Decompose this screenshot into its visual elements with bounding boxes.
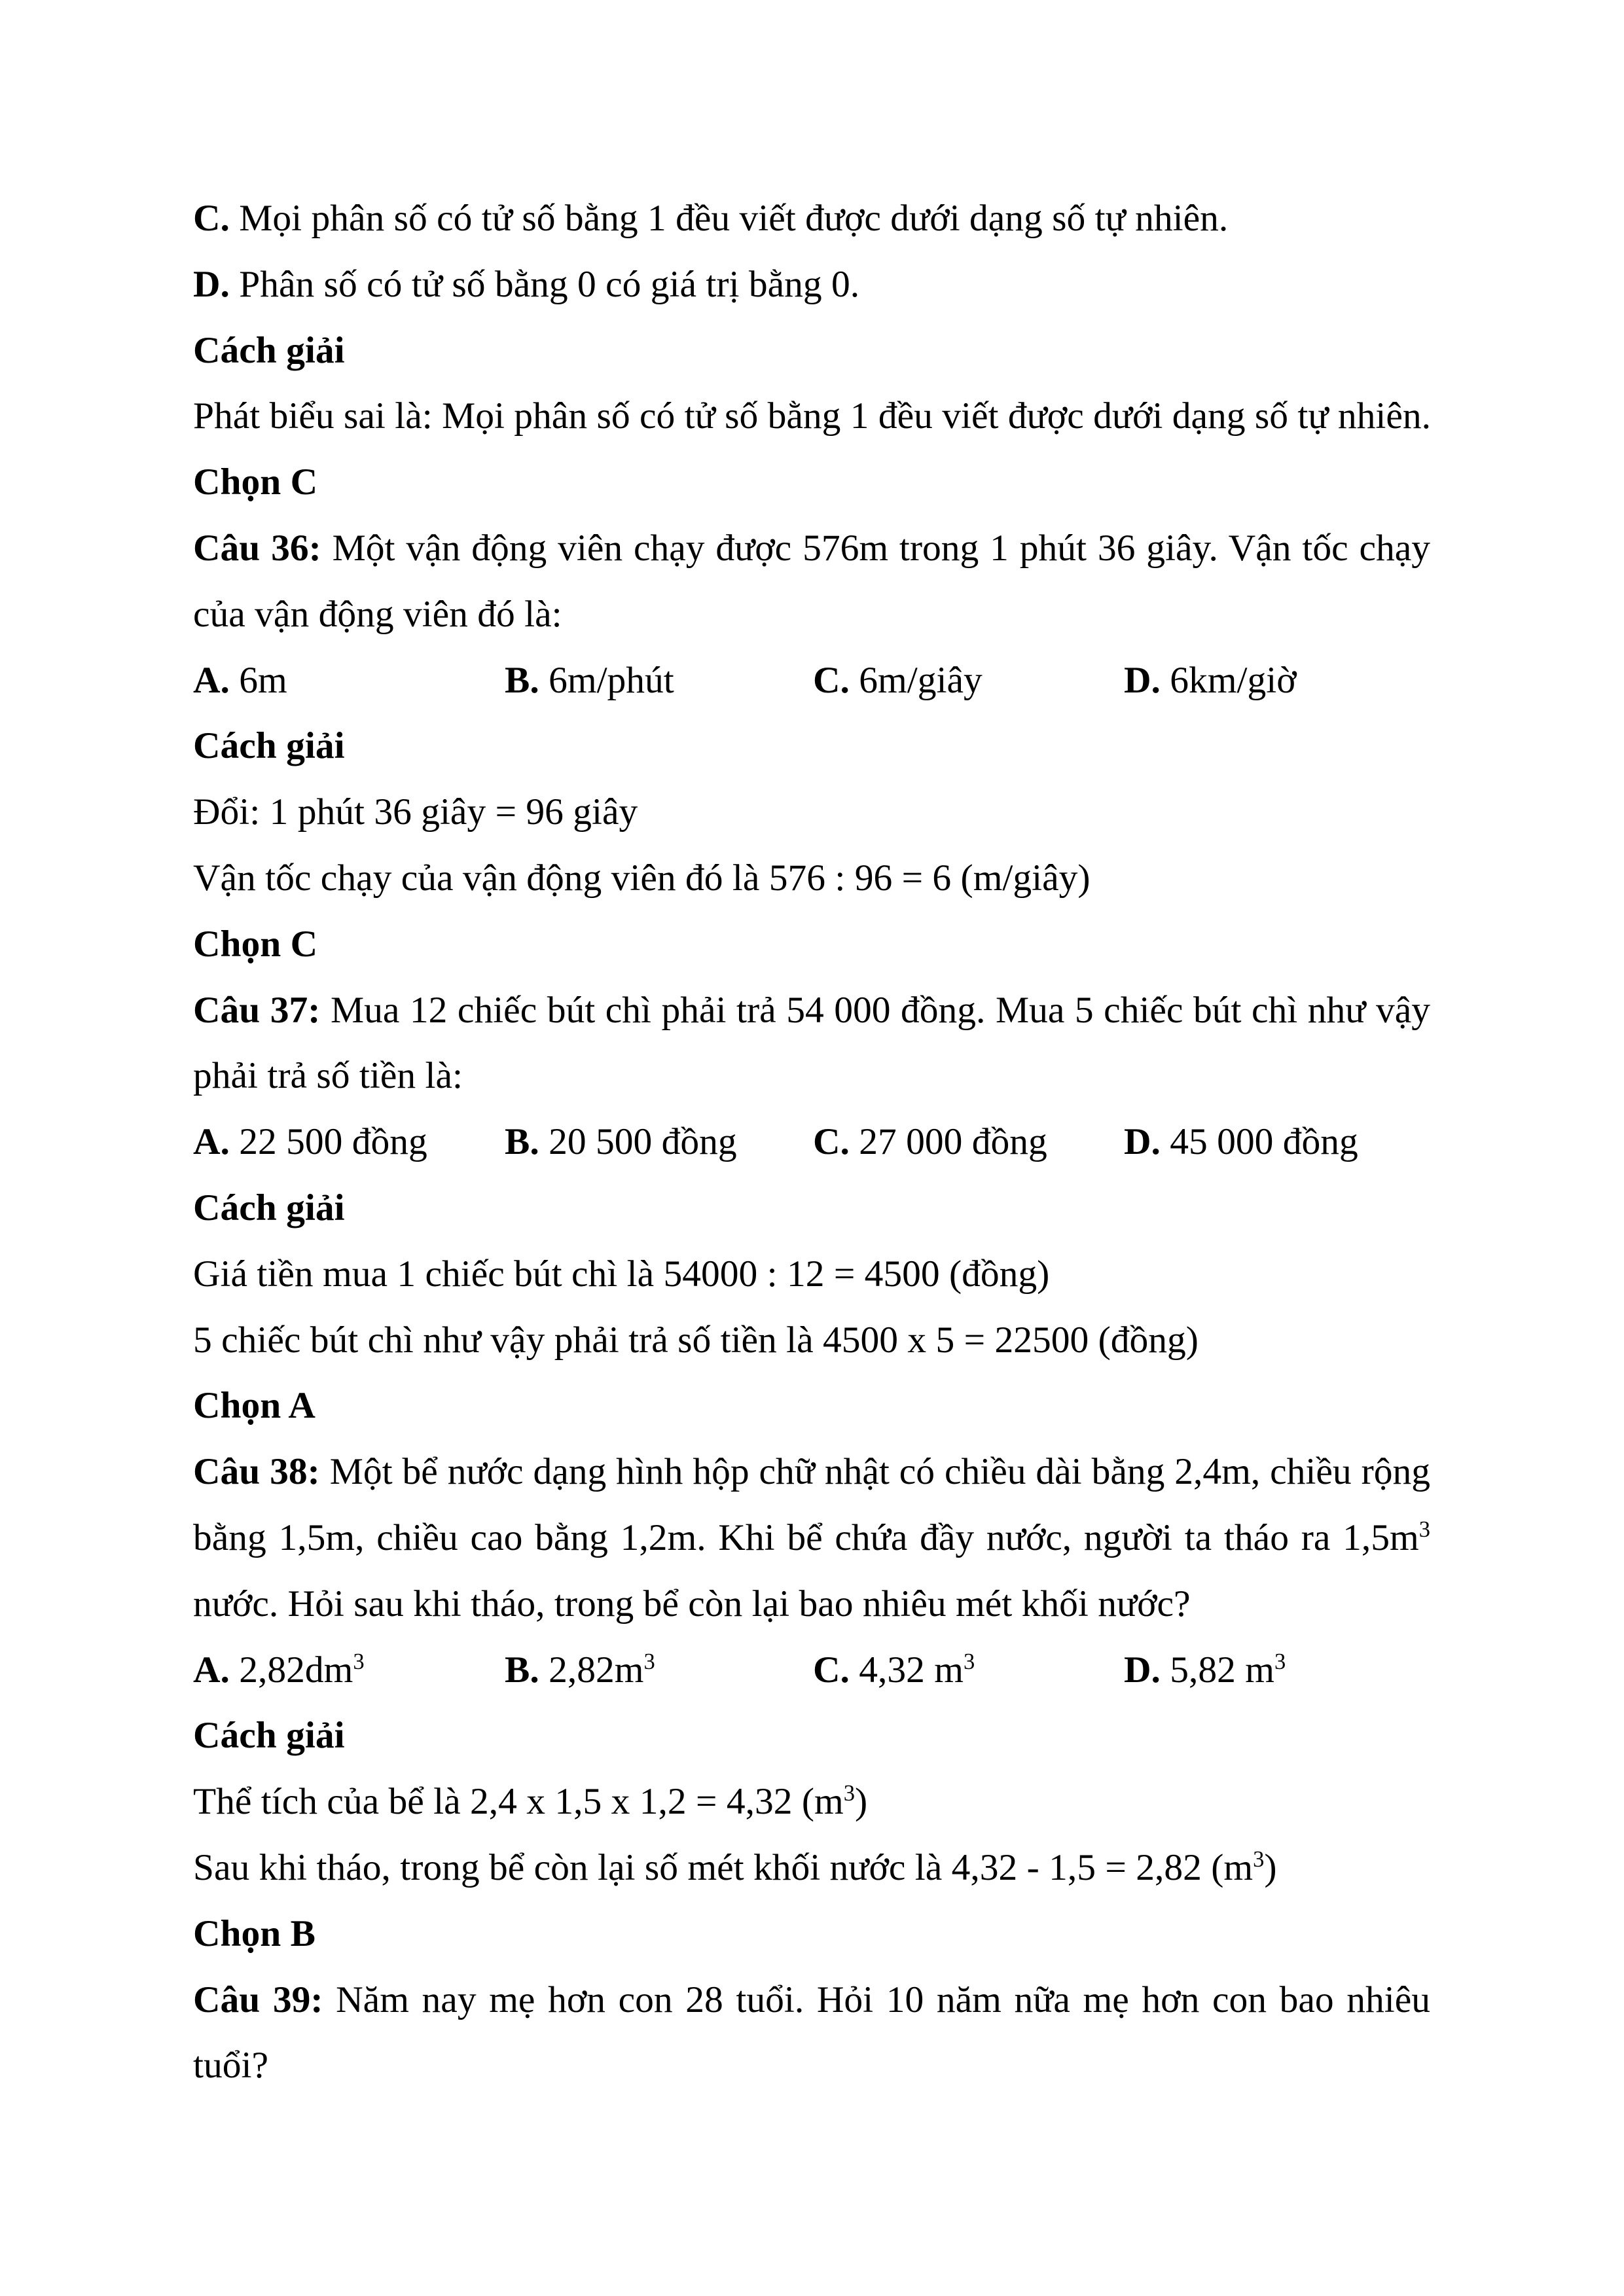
bold-text-run: Cách giải bbox=[193, 1715, 345, 1757]
text-run: Vận tốc chạy của vận động viên đó là 576 : 96 = 6 (m/giây) bbox=[193, 857, 1091, 899]
text-line bbox=[193, 1835, 1430, 1901]
answer-option bbox=[813, 648, 983, 714]
text-run: của vận động viên đó là: bbox=[193, 593, 562, 635]
text-run: phải trả số tiền là: bbox=[193, 1055, 463, 1097]
text-line bbox=[193, 186, 1430, 252]
text-run: 6km/giờ bbox=[1160, 659, 1297, 701]
text-run: 45 000 đồng bbox=[1160, 1121, 1358, 1163]
text-line bbox=[193, 318, 1430, 384]
text-run: Sau khi tháo, trong bể còn lại số mét khối nước là 4,32 - 1,5 = 2,82 (m bbox=[193, 1846, 1254, 1888]
document-content bbox=[193, 186, 1430, 2099]
text-run: 4,32 m bbox=[849, 1649, 964, 1691]
answer-option bbox=[193, 1638, 365, 1704]
text-line bbox=[193, 1901, 1430, 1967]
superscript-text: 3 bbox=[353, 1649, 365, 1674]
bold-text-run: D. bbox=[193, 263, 230, 305]
answer-option bbox=[193, 1109, 427, 1175]
bold-text-run: C. bbox=[813, 1121, 850, 1163]
bold-text-run: C. bbox=[193, 198, 230, 239]
answer-option bbox=[813, 1109, 1047, 1175]
bold-text-run: Chọn C bbox=[193, 461, 318, 503]
bold-text-run: D. bbox=[1124, 659, 1161, 701]
answer-option bbox=[193, 648, 287, 714]
text-line bbox=[193, 1769, 1430, 1835]
text-run: 2,82dm bbox=[229, 1649, 353, 1691]
text-line bbox=[193, 1967, 1430, 2034]
text-run: Phân số có tử số bằng 0 có giá trị bằng 0. bbox=[229, 263, 860, 305]
text-run: 5,82 m bbox=[1160, 1649, 1275, 1691]
text-run: 6m/phút bbox=[539, 659, 674, 701]
superscript-text: 3 bbox=[1418, 1516, 1430, 1542]
bold-text-run: Câu 38: bbox=[193, 1451, 320, 1493]
text-line bbox=[193, 2033, 1430, 2099]
superscript-text: 3 bbox=[643, 1649, 655, 1674]
bold-text-run: Câu 39: bbox=[193, 1979, 323, 2020]
text-line bbox=[193, 1043, 1430, 1109]
bold-text-run: A. bbox=[193, 1649, 230, 1691]
text-line bbox=[193, 384, 1430, 450]
bold-text-run: B. bbox=[505, 1121, 539, 1163]
answer-options-row bbox=[193, 1638, 1430, 1704]
bold-text-run: B. bbox=[505, 659, 539, 701]
text-run: 20 500 đồng bbox=[539, 1121, 737, 1163]
bold-text-run: Cách giải bbox=[193, 329, 345, 371]
text-line bbox=[193, 846, 1430, 912]
answer-option bbox=[1124, 1638, 1286, 1704]
text-run: 22 500 đồng bbox=[229, 1121, 427, 1163]
text-run: 27 000 đồng bbox=[849, 1121, 1047, 1163]
text-run: Mọi phân số có tử số bằng 1 đều viết được dưới dạng số tự nhiên. bbox=[229, 198, 1229, 239]
text-run: Năm nay mẹ hơn con 28 tuổi. Hỏi 10 năm nữa mẹ hơn con bao nhiêu bbox=[323, 1979, 1430, 2020]
text-run: 6m/giây bbox=[849, 659, 983, 701]
text-run: Giá tiền mua 1 chiếc bút chì là 54000 : 12 = 4500 (đồng) bbox=[193, 1253, 1050, 1295]
bold-text-run: A. bbox=[193, 659, 230, 701]
bold-text-run: Chọn A bbox=[193, 1385, 316, 1427]
text-line bbox=[193, 1373, 1430, 1439]
answer-option bbox=[505, 1638, 655, 1704]
text-line bbox=[193, 912, 1430, 978]
text-run: Một bể nước dạng hình hộp chữ nhật có chiều dài bằng 2,4m, chiều rộng bbox=[319, 1451, 1430, 1493]
text-run: tuổi? bbox=[193, 2045, 268, 2087]
text-line bbox=[193, 713, 1430, 780]
text-run: 6m bbox=[229, 659, 287, 701]
answer-option bbox=[505, 648, 674, 714]
text-line bbox=[193, 516, 1430, 582]
text-line bbox=[193, 1439, 1430, 1505]
text-run: Thể tích của bể là 2,4 x 1,5 x 1,2 = 4,32 (m bbox=[193, 1781, 844, 1823]
text-line bbox=[193, 1571, 1430, 1638]
bold-text-run: Chọn B bbox=[193, 1912, 316, 1954]
answer-options-row bbox=[193, 648, 1430, 714]
text-run: Phát biểu sai là: Mọi phân số có tử số bằng 1 đều viết được dưới dạng số tự nhiên. bbox=[193, 395, 1432, 437]
text-line bbox=[193, 1308, 1430, 1374]
text-run: Một vận động viên chạy được 576m trong 1 phút 36 giây. Vận tốc chạy bbox=[321, 527, 1430, 569]
text-line bbox=[193, 1703, 1430, 1769]
text-run: 5 chiếc bút chì như vậy phải trả số tiền là 4500 x 5 = 22500 (đồng) bbox=[193, 1319, 1199, 1361]
bold-text-run: D. bbox=[1124, 1649, 1161, 1691]
answer-options-row bbox=[193, 1109, 1430, 1175]
answer-option bbox=[1124, 1109, 1358, 1175]
bold-text-run: Cách giải bbox=[193, 1187, 345, 1229]
superscript-text: 3 bbox=[1274, 1649, 1286, 1674]
text-line bbox=[193, 780, 1430, 846]
text-line bbox=[193, 450, 1430, 516]
answer-option bbox=[813, 1638, 975, 1704]
text-run: Mua 12 chiếc bút chì phải trả 54 000 đồng. Mua 5 chiếc bút chì như vậy bbox=[320, 989, 1430, 1031]
bold-text-run: Cách giải bbox=[193, 725, 345, 767]
superscript-text: 3 bbox=[843, 1780, 855, 1806]
answer-option bbox=[1124, 648, 1297, 714]
text-line bbox=[193, 978, 1430, 1044]
bold-text-run: D. bbox=[1124, 1121, 1161, 1163]
text-line bbox=[193, 252, 1430, 318]
text-line bbox=[193, 1505, 1430, 1571]
bold-text-run: B. bbox=[505, 1649, 539, 1691]
text-run: bằng 1,5m, chiều cao bằng 1,2m. Khi bể chứa đầy nước, người ta tháo ra 1,5m bbox=[193, 1516, 1419, 1558]
text-line bbox=[193, 582, 1430, 648]
superscript-text: 3 bbox=[1253, 1846, 1265, 1872]
text-line bbox=[193, 1242, 1430, 1308]
superscript-text: 3 bbox=[964, 1649, 975, 1674]
bold-text-run: C. bbox=[813, 659, 850, 701]
bold-text-run: Câu 37: bbox=[193, 989, 321, 1031]
bold-text-run: C. bbox=[813, 1649, 850, 1691]
text-run: nước. Hỏi sau khi tháo, trong bể còn lại bao nhiêu mét khối nước? bbox=[193, 1583, 1191, 1624]
text-line bbox=[193, 1175, 1430, 1242]
bold-text-run: Chọn C bbox=[193, 923, 318, 965]
text-run: 2,82m bbox=[539, 1649, 644, 1691]
text-run: ) bbox=[1264, 1846, 1277, 1888]
bold-text-run: Câu 36: bbox=[193, 527, 321, 569]
text-run: ) bbox=[854, 1781, 868, 1823]
answer-option bbox=[505, 1109, 737, 1175]
text-run: Đổi: 1 phút 36 giây = 96 giây bbox=[193, 791, 638, 833]
bold-text-run: A. bbox=[193, 1121, 230, 1163]
